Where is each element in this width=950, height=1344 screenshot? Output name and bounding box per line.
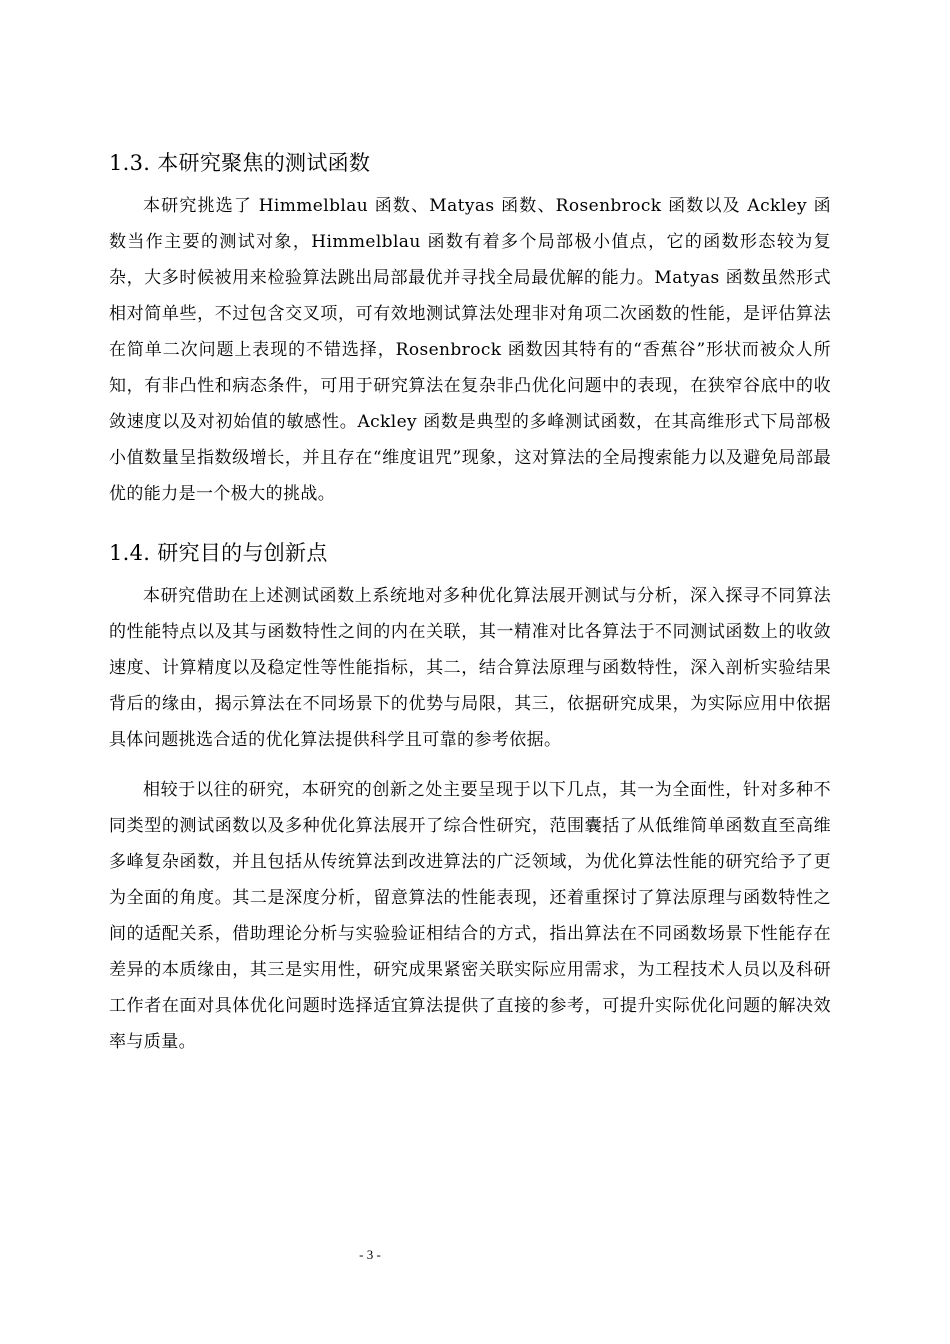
section-1-3-paragraph: 本研究挑选了 Himmelblau 函数、Matyas 函数、Rosenbrock 函数以及 Ackley 函数当作主要的测试对象，Himmelblau 函数有着多个局部极小值点，它的函数形态较为复杂，大多时候被用来检验算法跳出局部最优并寻找全局最优解的能力。Matyas 函数虽然形式相对简单些，不过包含交叉项，可有效地测试算法处理非对角项二次函数的性能，是评估算法在简单二次问题上表现的不错选择，Rosenbrock 函数因其特有的“香蕉谷”形状而被众人所知，有非凸性和病态条件，可用于研究算法在复杂非凸优化问题中的表现，在狭窄谷底中的收敛速度以及对初始值的敏感性。Ackley 函数是典型的多峰测试函数，在其高维形式下局部极小值数量呈指数级增长，并且存在“维度诅咒”现象，这对算法的全局搜索能力以及避免局部最优的能力是一个极大的挑战。	[109, 196, 831, 504]
section-1-4-paragraph-2: 相较于以往的研究，本研究的创新之处主要呈现于以下几点，其一为全面性，针对多种不同类型的测试函数以及多种优化算法展开了综合性研究，范围囊括了从低维简单函数直至高维多峰复杂函数，并且包括从传统算法到改进算法的广泛领域，为优化算法性能的研究给予了更为全面的角度。其二是深度分析，留意算法的性能表现，还着重探讨了算法原理与函数特性之间的适配关系，借助理论分析与实验验证相结合的方式，指出算法在不同函数场景下性能存在差异的本质缘由，其三是实用性，研究成果紧密关联实际应用需求，为工程技术人员以及科研工作者在面对具体优化问题时选择适宜算法提供了直接的参考，可提升实际优化问题的解决效率与质量。	[109, 780, 831, 1052]
page-number: - 3 -	[359, 1247, 381, 1262]
page-content	[109, 148, 831, 1060]
section-heading-1-3: 1.3. 本研究聚焦的测试函数	[109, 151, 371, 175]
section-1-4-paragraph-1: 本研究借助在上述测试函数上系统地对多种优化算法展开测试与分析，深入探寻不同算法的性能特点以及其与函数特性之间的内在关联，其一精准对比各算法于不同测试函数上的收敛速度、计算精度以及稳定性等性能指标，其二，结合算法原理与函数特性，深入剖析实验结果背后的缘由，揭示算法在不同场景下的优势与局限，其三，依据研究成果，为实际应用中依据具体问题挑选合适的优化算法提供科学且可靠的参考依据。	[109, 586, 831, 750]
section-heading-1-4: 1.4. 研究目的与创新点	[109, 541, 328, 565]
